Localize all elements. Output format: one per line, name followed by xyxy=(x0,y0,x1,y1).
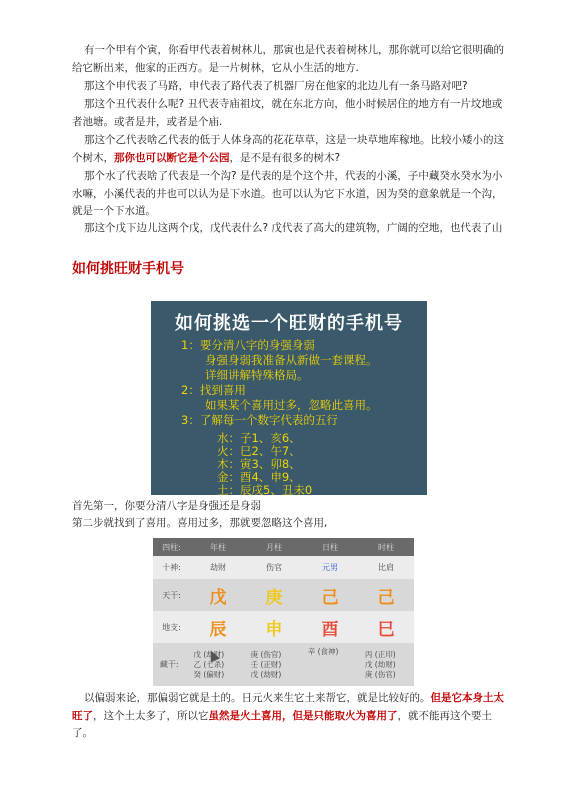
tiangan-cell: 庚 xyxy=(265,587,283,608)
paragraph-4-highlight: 那你也可以断它是个公园 xyxy=(114,151,230,164)
banner-line: 火：巳2、午7、 xyxy=(217,444,301,458)
canggan-item: 癸 (偏财) xyxy=(193,669,225,679)
paragraph-4-text: 那这个乙代表啥乙代表的低于人体身高的花花草草，这是一块草地库稼地。比较小矮小的这个树木， xyxy=(72,134,504,164)
banner-line: 金：酉4、申9、 xyxy=(217,470,301,484)
final-highlight-1: 但是它本身土太旺了 xyxy=(72,692,504,722)
canggan-item: 戊 (劫财) xyxy=(193,649,225,659)
bazi-chart-image xyxy=(153,538,414,686)
banner-line: 2：找到喜用 xyxy=(181,383,246,397)
canggan-item: 庚 (伤官) xyxy=(250,649,282,659)
header-cell: 四柱: xyxy=(162,542,181,552)
canggan-cell xyxy=(243,643,300,686)
header-cell: 年柱 xyxy=(210,542,226,552)
section-heading: 如何挑旺财手机号 xyxy=(72,261,184,277)
final-text-a: 以偏弱来论，那偏弱它就是土的。日元火来生它土来帮它，就是比较好的。 xyxy=(84,692,431,704)
dizhi-cell: 辰 xyxy=(209,619,227,640)
shishen-cell: 伤官 xyxy=(266,563,282,572)
banner-line: 身强身弱我准备从新做一套课程。 xyxy=(205,353,378,367)
banner-line: 1：要分清八字的身强身弱 xyxy=(181,338,315,352)
paragraph-3: 那这个丑代表什么呢? 丑代表寺庙祖坟，就在东北方向，他小时候居住的地方有一片坟地或者池塘。或者是井，或者是个庙. xyxy=(72,98,503,128)
paragraph-4-tail: ，是不是有很多的树木? xyxy=(229,151,341,164)
tiangan-cell: 己 xyxy=(321,587,339,608)
header-cell: 时柱 xyxy=(378,542,394,552)
banner-line: 3：了解每一个数字代表的五行 xyxy=(181,413,338,427)
final-highlight-2: 虽然是火土喜用，但是只能取火为喜用了 xyxy=(208,709,398,722)
shishen-cell: 比肩 xyxy=(378,563,394,572)
shishen-cell: 劫财 xyxy=(210,563,226,572)
paragraph-5: 那个水了代表啥了代表是一个沟? 是代表的是个这个井，代表的小溪，子中藏癸水癸水为小水嘛，小溪代表的井也可以认为是下水道。也可以认为它下水道，因为癸的意象就是一个沟，就是一个下水道。 xyxy=(72,170,503,218)
table-row-canggan xyxy=(153,643,414,686)
header-cell: 月柱 xyxy=(266,542,282,552)
row-label: 地支: xyxy=(162,622,181,632)
paragraph-6: 那这个戊下边儿这两个戊，戊代表什么? 戊代表了高大的建筑物，广阔的空地，也代表了山 xyxy=(84,222,503,234)
final-text-c: ，这个土太多了，所以它 xyxy=(93,709,209,722)
banner-line: 水：子1、亥6、 xyxy=(217,431,301,445)
canggan-item: 戊 (劫财) xyxy=(250,669,282,679)
row-label: 天干: xyxy=(162,590,181,600)
tiangan-cell: 己 xyxy=(377,587,395,608)
table-row-tiangan xyxy=(153,579,414,611)
canggan-cell xyxy=(357,643,414,686)
paragraph-final xyxy=(72,690,512,743)
banner-title: 如何挑选一个旺财的手机号 xyxy=(175,313,403,334)
canggan-item: 丙 (正印) xyxy=(364,649,396,659)
final-text-e: ，就不能再这个要土了。 xyxy=(72,709,492,740)
step-2-text: 第二步就找到了喜用。喜用过多，那就要忽略这个喜用, xyxy=(72,517,328,529)
row-label: 藏干: xyxy=(159,660,179,669)
canggan-item: 辛 (食神) xyxy=(307,647,339,656)
tiangan-cell: 戊 xyxy=(209,587,227,608)
canggan-cell xyxy=(300,643,357,686)
dizhi-cell: 酉 xyxy=(321,619,339,640)
row-label: 十神: xyxy=(162,563,181,572)
shishen-cell: 元男 xyxy=(322,563,338,572)
banner-line: 土：辰戌5、丑未0 xyxy=(217,483,313,495)
banner-line: 木：寅3、卯8、 xyxy=(217,457,301,471)
table-header-row xyxy=(153,538,414,556)
canggan-item: 壬 (正财) xyxy=(250,659,282,669)
canggan-item: 庚 (伤官) xyxy=(364,669,396,679)
paragraph-2: 那这个申代表了马路，申代表了路代表了机器厂房在他家的北边儿有一条马路对吧? xyxy=(84,80,468,92)
dizhi-cell: 巳 xyxy=(377,619,395,640)
paragraph-4 xyxy=(72,132,512,167)
paragraph-1: 有一个甲有个寅，你看甲代表着树林儿，那寅也是代表着树林儿，那你就可以给它很明确的给它断出来，他家的正西方。是一片树林，它从小生活的地方. xyxy=(72,44,504,74)
table-row-dizhi xyxy=(153,611,414,643)
banner-line: 如果某个喜用过多，忽略此喜用。 xyxy=(205,398,378,412)
dizhi-cell: 申 xyxy=(265,619,283,640)
step-1-text: 首先第一，你要分清八字是身强还是身弱 xyxy=(72,500,261,512)
canggan-item: 乙 (七杀) xyxy=(193,659,225,669)
header-cell: 日柱 xyxy=(322,542,338,552)
banner-line: 详细讲解特殊格局。 xyxy=(205,368,309,382)
phone-number-banner-image xyxy=(151,301,427,495)
table-row-shishen xyxy=(153,556,414,579)
canggan-item: 戊 (劫财) xyxy=(364,659,396,669)
